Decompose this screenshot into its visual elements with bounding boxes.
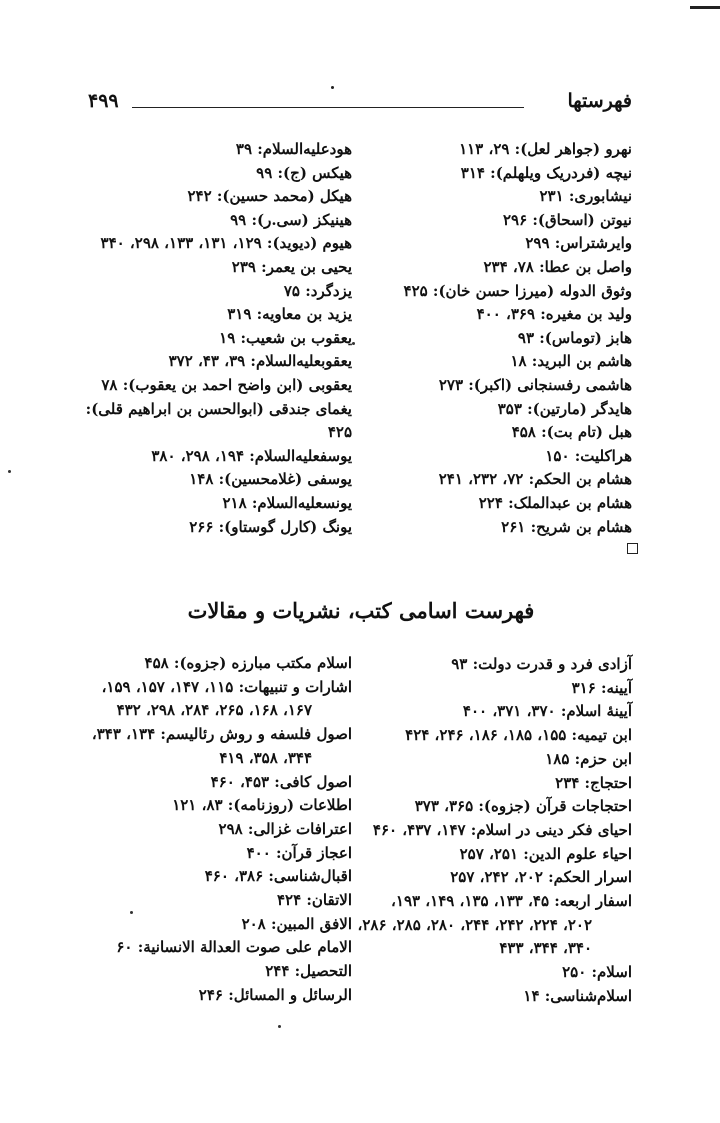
- index-entry-continuation: ۱۶۷، ۱۶۸، ۲۶۵، ۲۸۴، ۲۹۸، ۴۳۲: [116, 701, 312, 720]
- scan-speck: [278, 1025, 281, 1028]
- index-entry: الامام علی صوت العدالة الانسانية: ۶۰: [116, 938, 352, 957]
- index-entry: آزادی فرد و قدرت دولت: ۹۳: [451, 655, 632, 673]
- index-entry: هایدگر (مارتین): ۳۵۳: [497, 399, 632, 418]
- index-entry-continuation: ۳۴۰، ۳۴۴، ۴۳۳: [499, 939, 592, 958]
- header-dot: [331, 86, 334, 89]
- index-entry: اسلام‌شناسی: ۱۴: [523, 986, 632, 1005]
- index-entry: اسلام: ۲۵۰: [562, 963, 632, 982]
- index-entry: واصل بن عطا: ۷۸، ۲۳۴: [483, 257, 632, 276]
- index-entry: اصول کافی: ۴۵۳، ۴۶۰: [210, 772, 352, 791]
- header-rule: [132, 107, 524, 108]
- index-entry: الافق المبین: ۲۰۸: [241, 914, 352, 933]
- index-entry: الاتقان: ۴۲۴: [276, 891, 352, 910]
- index-entry: نیشابوری: ۲۳۱: [539, 187, 632, 206]
- names-index-left-column: [57, 138, 352, 539]
- index-entry: هیوم (دیوید): ۱۲۹، ۱۳۱، ۱۳۳، ۲۹۸، ۳۴۰: [100, 234, 352, 253]
- index-entry: اعجاز قرآن: ۴۰۰: [246, 843, 352, 862]
- index-entry: هیکس (ج): ۹۹: [256, 163, 352, 182]
- index-entry: هودعليه‌السلام: ۳۹: [235, 140, 352, 158]
- index-entry: یونگ (کارل گوستاو): ۲۶۶: [189, 517, 352, 536]
- index-entry: ولید بن مغیره: ۳۶۹، ۴۰۰: [476, 305, 632, 324]
- index-entry: نیچه (فردریک ویلهلم): ۳۱۴: [460, 163, 632, 182]
- index-entry: یغمای جندقی (ابوالحسن بن ابراهیم قلی):: [85, 399, 352, 418]
- index-entry: نهرو (جواهر لعل): ۲۹، ۱۱۳: [459, 140, 632, 158]
- scan-speck: [8, 470, 11, 473]
- index-entry-continuation: ۴۲۵: [327, 423, 352, 442]
- index-entry: احتجاج: ۲۳۴: [555, 773, 632, 792]
- index-entry: اقبال‌شناسی: ۳۸۶، ۴۶۰: [204, 867, 352, 886]
- index-entry: هشام بن شریح: ۲۶۱: [501, 517, 632, 536]
- index-entry: احیاء علوم الدین: ۲۵۱، ۲۵۷: [459, 844, 632, 863]
- index-entry: هراکلیت: ۱۵۰: [545, 446, 632, 465]
- index-entry-continuation: ۲۰۲، ۲۲۴، ۲۴۲، ۲۴۴، ۲۸۰، ۲۸۵، ۲۸۶،: [357, 915, 592, 934]
- books-index-left-column: [57, 652, 352, 1008]
- index-entry: یعقوب بن شعیب: ۱۹: [219, 328, 352, 347]
- header-title: فهرستها: [567, 90, 632, 112]
- index-entry: هبل (تام بت): ۴۵۸: [511, 423, 632, 442]
- index-entry: نیوتن (اسحاق): ۲۹۶: [502, 210, 632, 229]
- index-entry: اسرار الحکم: ۲۰۲، ۲۴۲، ۲۵۷: [450, 868, 632, 887]
- index-entry: ابن حزم: ۱۸۵: [545, 749, 632, 768]
- scan-speck: [130, 911, 133, 914]
- index-entry: ابن تیمیه: ۱۵۵، ۱۸۵، ۱۸۶، ۲۴۶، ۴۲۴: [405, 726, 632, 745]
- index-entry: التحصیل: ۲۴۴: [265, 962, 352, 981]
- names-index-right-column: [342, 138, 632, 539]
- index-entry: اصول فلسفه و روش رئالیسم: ۱۳۴، ۳۴۳،: [91, 725, 352, 744]
- index-entry: الرسائل و المسائل: ۲۴۶: [198, 985, 352, 1004]
- index-entry: هابز (توماس): ۹۳: [517, 328, 632, 347]
- index-entry: احیای فکر دینی در اسلام: ۱۴۷، ۴۳۷، ۴۶۰: [372, 820, 632, 839]
- index-entry-continuation: ۳۴۴، ۳۵۸، ۴۱۹: [219, 748, 312, 767]
- index-entry: اسلام مکتب مبارزه (جزوه): ۴۵۸: [144, 654, 352, 672]
- index-entry: هاشمی رفسنجانی (اکبر): ۲۷۳: [438, 375, 632, 394]
- index-entry: یوسفعليه‌السلام: ۱۹۴، ۲۹۸، ۳۸۰: [151, 446, 352, 465]
- index-entry: یحیی بن یعمر: ۲۳۹: [231, 257, 352, 276]
- index-entry: اسفار اربعه: ۴۵، ۱۳۳، ۱۳۵، ۱۴۹، ۱۹۳،: [391, 892, 632, 911]
- index-entry: یعقوبی (ابن واضح احمد بن یعقوب): ۷۸: [101, 375, 352, 394]
- section-end-square-icon: [627, 543, 638, 554]
- index-entry: هینیکز (سی.ر): ۹۹: [230, 210, 352, 229]
- index-entry: اعترافات غزالی: ۲۹۸: [218, 819, 352, 838]
- index-entry: هاشم بن البرید: ۱۸: [510, 352, 632, 371]
- section-title: فهرست اسامی کتب، نشریات و مقالات: [187, 598, 535, 623]
- index-entry: یزید بن معاویه: ۳۱۹: [227, 305, 352, 324]
- running-header: [88, 90, 632, 114]
- scan-speck: [352, 342, 355, 345]
- index-entry: یوسفی (غلامحسین): ۱۴۸: [189, 470, 352, 489]
- index-entry: وایرشتراس: ۲۹۹: [525, 234, 632, 253]
- index-entry: اطلاعات (روزنامه): ۸۳، ۱۲۱: [172, 796, 352, 815]
- index-entry: یونسعليه‌السلام: ۲۱۸: [222, 493, 352, 512]
- page-number: ۴۹۹: [88, 90, 119, 112]
- index-entry: یزدگرد: ۷۵: [283, 281, 352, 300]
- index-entry: آیینه: ۳۱۶: [571, 678, 632, 697]
- index-entry: هشام بن عبدالملک: ۲۲۴: [478, 493, 632, 512]
- index-entry: هشام بن الحکم: ۷۲، ۲۳۲، ۲۴۱: [438, 470, 632, 489]
- edge-mark: [690, 6, 720, 9]
- books-index-right-column: [342, 653, 632, 1009]
- index-entry: یعقوبعليه‌السلام: ۳۹، ۴۳، ۳۷۲: [168, 352, 352, 371]
- index-entry: آیینهٔ اسلام: ۳۷۰، ۳۷۱، ۴۰۰: [462, 702, 632, 721]
- index-entry: اشارات و تنبیهات: ۱۱۵، ۱۴۷، ۱۵۷، ۱۵۹،: [101, 677, 352, 696]
- index-entry: احتجاجات قرآن (جزوه): ۳۶۵، ۳۷۳: [414, 797, 632, 816]
- index-entry: وثوق الدوله (میرزا حسن خان): ۴۲۵: [403, 281, 632, 300]
- index-entry: هیکل (محمد حسین): ۲۴۲: [187, 187, 352, 206]
